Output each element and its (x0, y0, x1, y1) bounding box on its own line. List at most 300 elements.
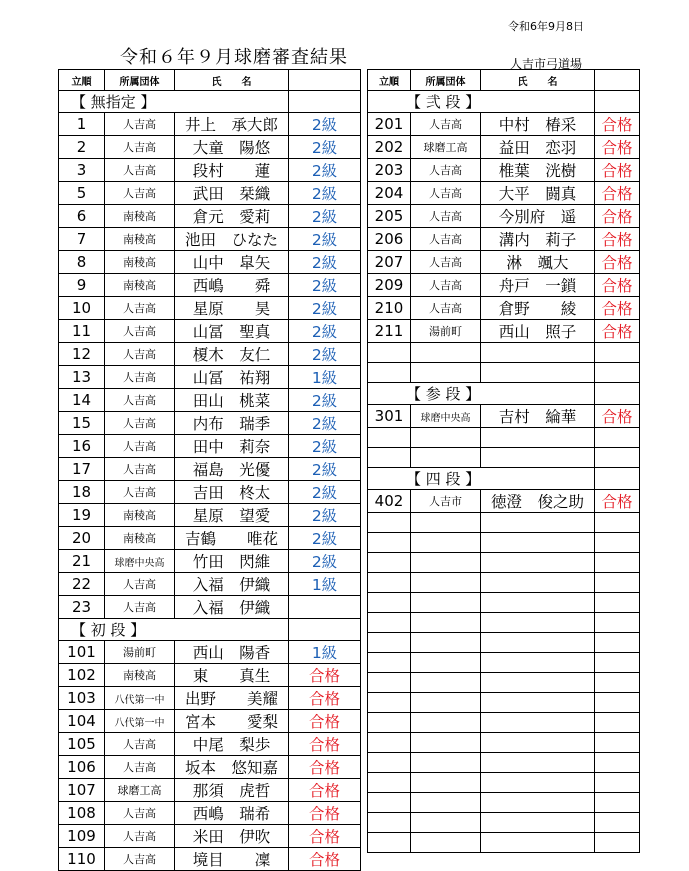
result: 2級 (289, 458, 361, 481)
organization: 人吉高 (105, 435, 175, 458)
result: 2級 (289, 481, 361, 504)
entry-number (368, 613, 411, 633)
entry-number: 21 (59, 550, 105, 573)
entry-number: 101 (59, 641, 105, 664)
organization: 人吉高 (411, 182, 481, 205)
table-row (368, 490, 640, 513)
entry-number: 105 (59, 733, 105, 756)
entry-number: 201 (368, 113, 411, 136)
organization: 球磨工高 (411, 136, 481, 159)
table-row (59, 113, 361, 136)
result: 1級 (289, 573, 361, 596)
participant-name (481, 448, 595, 468)
organization: 人吉高 (105, 481, 175, 504)
page-title: 令和６年９月球磨審査結果 (120, 47, 348, 68)
organization: 人吉高 (411, 228, 481, 251)
table-row (368, 182, 640, 205)
table-row (368, 159, 640, 182)
organization: 人吉高 (411, 159, 481, 182)
organization: 球磨中央高 (105, 550, 175, 573)
entry-number: 204 (368, 182, 411, 205)
entry-number: 106 (59, 756, 105, 779)
participant-name: 段村 蓮 (175, 159, 289, 182)
entry-number: 18 (59, 481, 105, 504)
participant-name (481, 773, 595, 793)
result: 合格 (595, 274, 640, 297)
participant-name: 今別府 遥 (481, 205, 595, 228)
entry-number: 1 (59, 113, 105, 136)
organization: 南稜高 (105, 504, 175, 527)
result (595, 793, 640, 813)
participant-name: 山冨 聖真 (175, 320, 289, 343)
col-org-header: 所属団体 (105, 70, 175, 91)
result (595, 363, 640, 383)
participant-name: 吉鶴 唯花 (175, 527, 289, 550)
table-row (59, 297, 361, 320)
table-row (59, 641, 361, 664)
table-row (59, 320, 361, 343)
participant-name: 吉田 柊太 (175, 481, 289, 504)
empty-row (368, 793, 640, 813)
section-row (368, 468, 640, 490)
result: 2級 (289, 504, 361, 527)
entry-number (368, 693, 411, 713)
participant-name: 舟戸 一鎖 (481, 274, 595, 297)
result (595, 513, 640, 533)
entry-number: 107 (59, 779, 105, 802)
entry-number: 14 (59, 389, 105, 412)
entry-number: 22 (59, 573, 105, 596)
entry-number: 104 (59, 710, 105, 733)
empty-row (368, 733, 640, 753)
result: 2級 (289, 297, 361, 320)
section-result-cell (595, 383, 640, 405)
result (595, 753, 640, 773)
organization (411, 593, 481, 613)
entry-number: 11 (59, 320, 105, 343)
table-row (59, 481, 361, 504)
participant-name: 榎木 友仁 (175, 343, 289, 366)
entry-number: 108 (59, 802, 105, 825)
organization: 南稜高 (105, 274, 175, 297)
entry-number (368, 673, 411, 693)
organization: 人吉高 (105, 596, 175, 619)
table-row (59, 848, 361, 871)
organization: 人吉高 (105, 113, 175, 136)
participant-name: 山中 皐矢 (175, 251, 289, 274)
entry-number: 3 (59, 159, 105, 182)
entry-number (368, 428, 411, 448)
participant-name: 山冨 祐翔 (175, 366, 289, 389)
participant-name: 入福 伊織 (175, 596, 289, 619)
entry-number (368, 633, 411, 653)
result (595, 343, 640, 363)
participant-name: 淋 颯大 (481, 251, 595, 274)
participant-name: 西山 照子 (481, 320, 595, 343)
organization (411, 673, 481, 693)
organization: 球磨中央高 (411, 405, 481, 428)
section-result-cell (289, 619, 361, 641)
result (595, 553, 640, 573)
participant-name: 竹田 閃維 (175, 550, 289, 573)
result: 合格 (595, 490, 640, 513)
entry-number: 301 (368, 405, 411, 428)
table-row (368, 405, 640, 428)
result (595, 813, 640, 833)
result (595, 613, 640, 633)
empty-row (368, 573, 640, 593)
section-row (59, 91, 361, 113)
venue-label: 人吉市弓道場 (510, 57, 583, 71)
participant-name: 米田 伊吹 (175, 825, 289, 848)
table-row (59, 573, 361, 596)
participant-name (481, 343, 595, 363)
organization (411, 513, 481, 533)
result (595, 633, 640, 653)
participant-name: 倉野 綾 (481, 297, 595, 320)
table-row (59, 687, 361, 710)
participant-name (481, 428, 595, 448)
participant-name (481, 533, 595, 553)
entry-number (368, 753, 411, 773)
entry-number (368, 343, 411, 363)
table-row (59, 733, 361, 756)
empty-row (368, 753, 640, 773)
result: 合格 (595, 159, 640, 182)
entry-number: 209 (368, 274, 411, 297)
result: 2級 (289, 550, 361, 573)
section-row (368, 91, 640, 113)
organization: 人吉高 (411, 274, 481, 297)
results-table-right (367, 69, 640, 853)
entry-number: 7 (59, 228, 105, 251)
participant-name (481, 713, 595, 733)
organization: 人吉高 (105, 159, 175, 182)
section-title: 【 四 段 】 (368, 468, 595, 490)
organization (411, 533, 481, 553)
result: 1級 (289, 366, 361, 389)
table-row (368, 251, 640, 274)
result (595, 673, 640, 693)
entry-number (368, 573, 411, 593)
table-row (59, 550, 361, 573)
empty-row (368, 653, 640, 673)
organization: 人吉高 (105, 182, 175, 205)
entry-number: 210 (368, 297, 411, 320)
col-name-header: 氏 名 (175, 70, 289, 91)
section-row (59, 619, 361, 641)
table-row (59, 136, 361, 159)
col-name-header: 氏 名 (481, 70, 595, 91)
table-row (59, 802, 361, 825)
entry-number: 16 (59, 435, 105, 458)
result (595, 713, 640, 733)
organization: 人吉高 (411, 297, 481, 320)
entry-number (368, 553, 411, 573)
participant-name (481, 613, 595, 633)
entry-number: 202 (368, 136, 411, 159)
section-title: 【 参 段 】 (368, 383, 595, 405)
table-row (59, 366, 361, 389)
col-result-header (595, 70, 640, 91)
empty-row (368, 773, 640, 793)
entry-number (368, 793, 411, 813)
result: 2級 (289, 412, 361, 435)
participant-name: 大平 闘真 (481, 182, 595, 205)
section-result-cell (595, 468, 640, 490)
organization: 湯前町 (411, 320, 481, 343)
result: 2級 (289, 182, 361, 205)
table-row (59, 205, 361, 228)
section-title: 【 弐 段 】 (368, 91, 595, 113)
organization: 南稜高 (105, 251, 175, 274)
organization (411, 428, 481, 448)
result: 合格 (289, 756, 361, 779)
table-row (59, 343, 361, 366)
result: 2級 (289, 389, 361, 412)
participant-name (481, 513, 595, 533)
header-row (59, 70, 361, 91)
result: 合格 (289, 710, 361, 733)
participant-name: 中村 椿采 (481, 113, 595, 136)
col-no-header: 立順 (59, 70, 105, 91)
organization (411, 773, 481, 793)
result: 合格 (289, 802, 361, 825)
organization: 人吉高 (105, 412, 175, 435)
entry-number: 103 (59, 687, 105, 710)
entry-number: 12 (59, 343, 105, 366)
entry-number: 9 (59, 274, 105, 297)
document-date: 令和6年9月8日 (508, 20, 584, 33)
entry-number (368, 653, 411, 673)
header-row (368, 70, 640, 91)
result (595, 693, 640, 713)
col-result-header (289, 70, 361, 91)
organization (411, 753, 481, 773)
result (289, 596, 361, 619)
result: 合格 (595, 182, 640, 205)
participant-name: 那須 虎哲 (175, 779, 289, 802)
table-row (368, 205, 640, 228)
participant-name (481, 593, 595, 613)
empty-row (368, 713, 640, 733)
organization (411, 633, 481, 653)
result: 合格 (595, 405, 640, 428)
result: 1級 (289, 641, 361, 664)
participant-name (481, 633, 595, 653)
entry-number: 17 (59, 458, 105, 481)
table-row (368, 113, 640, 136)
table-row (59, 825, 361, 848)
result: 2級 (289, 343, 361, 366)
result (595, 428, 640, 448)
table-row (368, 297, 640, 320)
organization (411, 363, 481, 383)
result: 2級 (289, 435, 361, 458)
organization (411, 343, 481, 363)
entry-number: 5 (59, 182, 105, 205)
table-row (368, 228, 640, 251)
organization (411, 813, 481, 833)
participant-name: 坂本 悠知嘉 (175, 756, 289, 779)
empty-row (368, 633, 640, 653)
participant-name: 井上 承大郎 (175, 113, 289, 136)
organization: 南稜高 (105, 228, 175, 251)
organization: 人吉高 (411, 205, 481, 228)
participant-name (481, 363, 595, 383)
table-row (59, 159, 361, 182)
participant-name: 福島 光優 (175, 458, 289, 481)
entry-number: 205 (368, 205, 411, 228)
organization (411, 733, 481, 753)
result: 合格 (289, 664, 361, 687)
entry-number: 10 (59, 297, 105, 320)
entry-number (368, 713, 411, 733)
empty-row (368, 613, 640, 633)
empty-row (368, 593, 640, 613)
results-table-left (58, 69, 361, 871)
table-row (59, 251, 361, 274)
result: 2級 (289, 251, 361, 274)
result: 合格 (289, 779, 361, 802)
entry-number (368, 513, 411, 533)
entry-number: 211 (368, 320, 411, 343)
result: 合格 (595, 205, 640, 228)
result: 合格 (289, 733, 361, 756)
participant-name: 内布 瑞季 (175, 412, 289, 435)
entry-number: 20 (59, 527, 105, 550)
participant-name (481, 553, 595, 573)
participant-name: 田山 桃菜 (175, 389, 289, 412)
entry-number: 2 (59, 136, 105, 159)
result: 合格 (595, 320, 640, 343)
empty-row (368, 343, 640, 363)
organization: 八代第一中 (105, 687, 175, 710)
empty-row (368, 513, 640, 533)
organization: 南稜高 (105, 527, 175, 550)
entry-number: 203 (368, 159, 411, 182)
empty-row (368, 428, 640, 448)
section-result-cell (595, 91, 640, 113)
result (595, 573, 640, 593)
table-row (59, 412, 361, 435)
organization: 南稜高 (105, 205, 175, 228)
empty-row (368, 673, 640, 693)
organization: 人吉高 (105, 802, 175, 825)
participant-name: 武田 栞織 (175, 182, 289, 205)
organization: 人吉高 (105, 756, 175, 779)
table-row (59, 435, 361, 458)
participant-name: 倉元 愛莉 (175, 205, 289, 228)
section-title: 【 無指定 】 (59, 91, 289, 113)
participant-name (481, 653, 595, 673)
entry-number: 19 (59, 504, 105, 527)
result: 2級 (289, 274, 361, 297)
table-row (59, 389, 361, 412)
entry-number: 23 (59, 596, 105, 619)
participant-name: 中尾 梨歩 (175, 733, 289, 756)
result (595, 733, 640, 753)
organization: 人吉高 (105, 343, 175, 366)
organization: 人吉高 (105, 297, 175, 320)
result: 合格 (595, 297, 640, 320)
organization (411, 713, 481, 733)
col-org-header: 所属団体 (411, 70, 481, 91)
participant-name: 益田 恋羽 (481, 136, 595, 159)
empty-row (368, 533, 640, 553)
organization (411, 793, 481, 813)
section-title: 【 初 段 】 (59, 619, 289, 641)
organization (411, 653, 481, 673)
result: 合格 (595, 251, 640, 274)
participant-name (481, 733, 595, 753)
participant-name: 西嶋 瑞希 (175, 802, 289, 825)
col-no-header: 立順 (368, 70, 411, 91)
entry-number (368, 363, 411, 383)
result (595, 448, 640, 468)
empty-row (368, 363, 640, 383)
table-row (59, 756, 361, 779)
empty-row (368, 448, 640, 468)
section-result-cell (289, 91, 361, 113)
organization: 人吉高 (105, 825, 175, 848)
table-row (368, 136, 640, 159)
section-row (368, 383, 640, 405)
result: 2級 (289, 113, 361, 136)
table-row (59, 710, 361, 733)
result: 合格 (595, 136, 640, 159)
entry-number: 109 (59, 825, 105, 848)
participant-name: 境目 凜 (175, 848, 289, 871)
table-row (59, 779, 361, 802)
result: 合格 (289, 848, 361, 871)
organization: 人吉高 (105, 366, 175, 389)
entry-number (368, 593, 411, 613)
participant-name: 東 真生 (175, 664, 289, 687)
entry-number: 102 (59, 664, 105, 687)
organization: 人吉高 (105, 573, 175, 596)
result: 2級 (289, 228, 361, 251)
result: 合格 (595, 113, 640, 136)
participant-name: 吉村 綸華 (481, 405, 595, 428)
participant-name (481, 753, 595, 773)
organization: 人吉高 (411, 113, 481, 136)
organization: 湯前町 (105, 641, 175, 664)
organization: 人吉高 (105, 458, 175, 481)
result: 合格 (595, 228, 640, 251)
organization (411, 448, 481, 468)
participant-name: 池田 ひなた (175, 228, 289, 251)
organization: 人吉高 (411, 251, 481, 274)
entry-number: 402 (368, 490, 411, 513)
table-row (59, 182, 361, 205)
result (595, 773, 640, 793)
participant-name (481, 813, 595, 833)
organization: 南稜高 (105, 664, 175, 687)
result (595, 533, 640, 553)
participant-name: 星原 望愛 (175, 504, 289, 527)
organization: 人吉市 (411, 490, 481, 513)
participant-name: 西山 陽香 (175, 641, 289, 664)
entry-number: 207 (368, 251, 411, 274)
participant-name (481, 573, 595, 593)
entry-number (368, 733, 411, 753)
table-row (59, 504, 361, 527)
organization (411, 613, 481, 633)
participant-name: 溝内 莉子 (481, 228, 595, 251)
empty-row (368, 693, 640, 713)
participant-name: 西嶋 舜 (175, 274, 289, 297)
